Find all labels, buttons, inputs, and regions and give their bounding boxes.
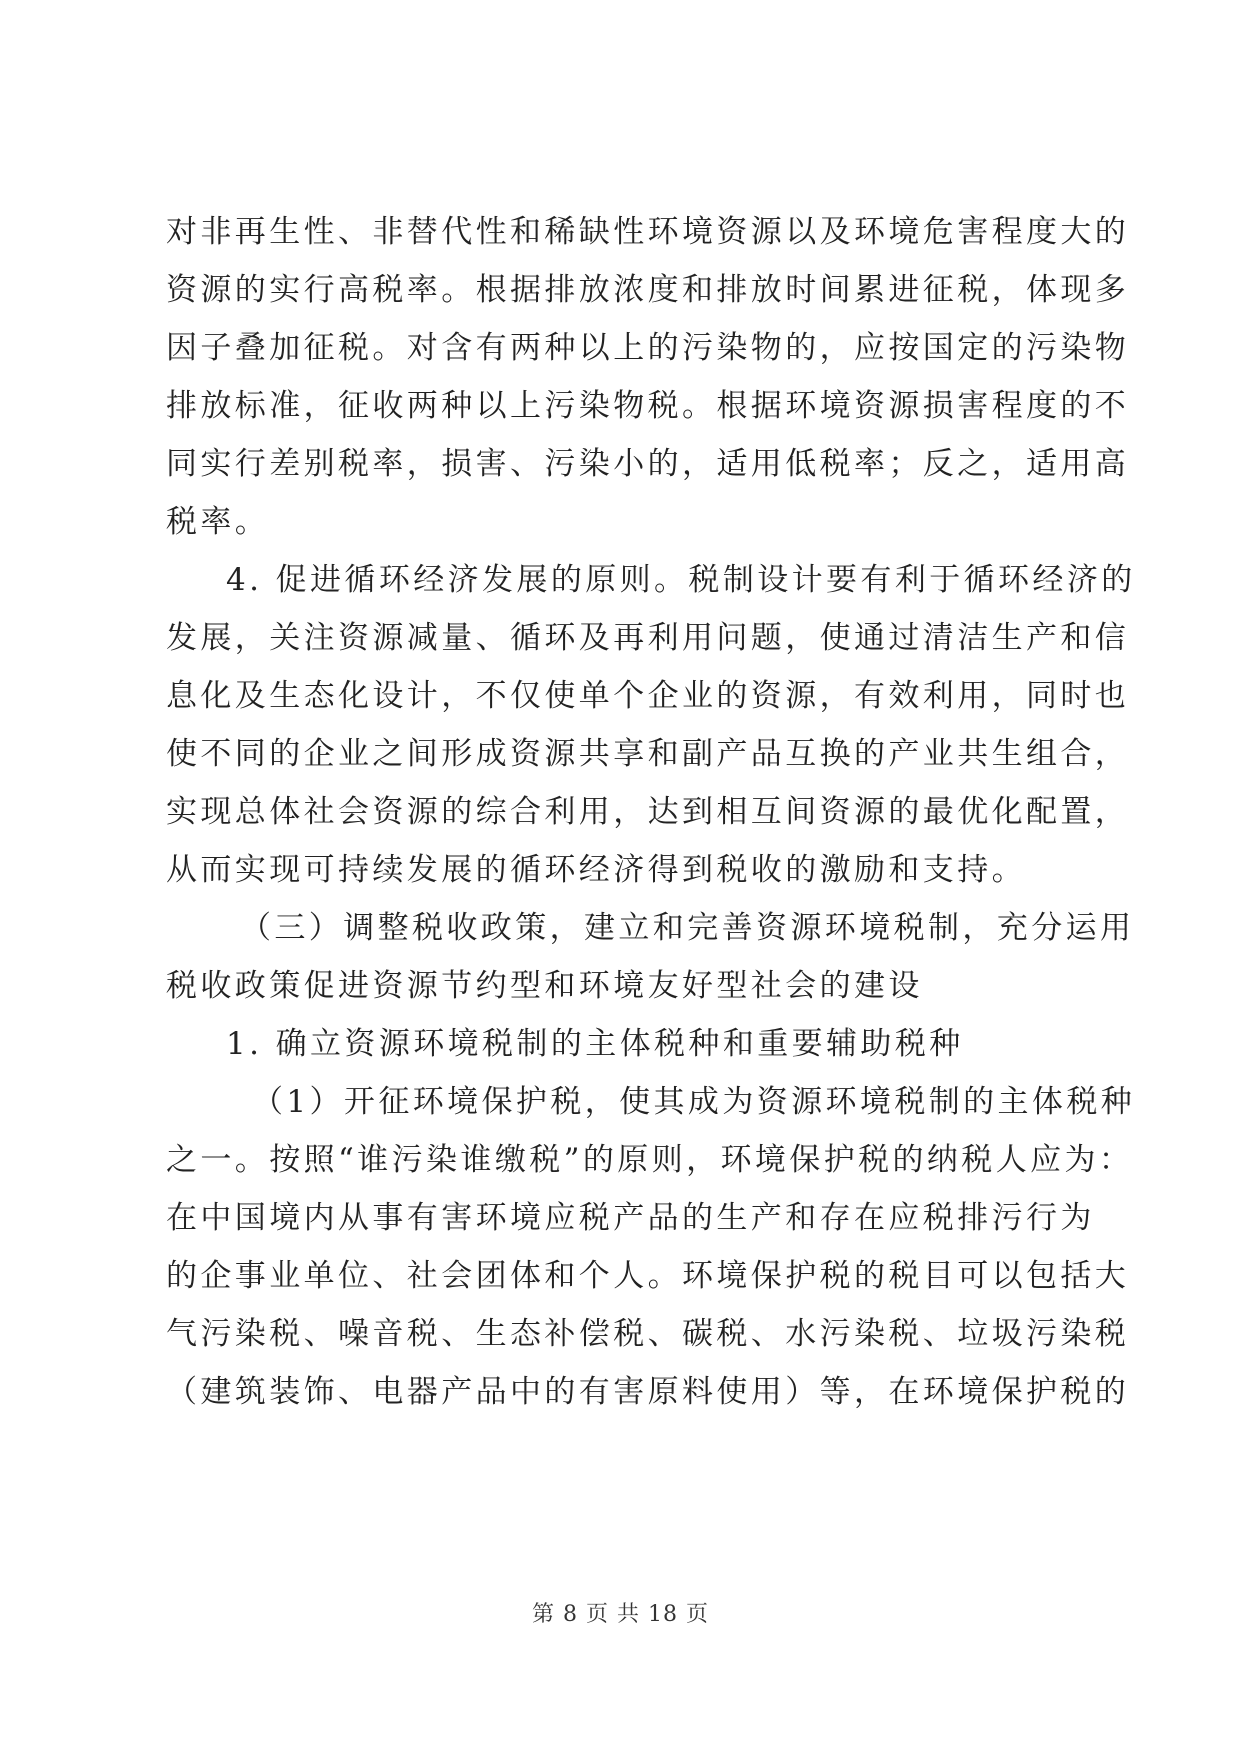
section-heading-line: （三）调整税收政策，建立和完善资源环境税制，充分运用 [240,910,1135,946]
page-number-footer: 第 8 页 共 18 页 [532,1602,709,1627]
text-line: 对非再生性、非替代性和稀缺性环境资源以及环境危害程度大的 [166,214,1130,250]
text-line: 息化及生态化设计，不仅使单个企业的资源，有效利用，同时也 [166,678,1130,714]
text-line: 气污染税、噪音税、生态补偿税、碳税、水污染税、垃圾污染税 [166,1316,1130,1352]
text-line: 实现总体社会资源的综合利用，达到相互间资源的最优化配置， [166,794,1130,830]
text-line: 之一。按照“谁污染谁缴税”的原则，环境保护税的纳税人应为： [166,1142,1134,1178]
text-line: 因子叠加征税。对含有两种以上的污染物的，应按国定的污染物 [166,330,1130,366]
subheading-line: 1. 确立资源环境税制的主体税种和重要辅助税种 [226,1026,964,1062]
text-line: 税率。 [166,504,270,540]
text-line: 在中国境内从事有害环境应税产品的生产和存在应税排污行为 [166,1200,1095,1236]
text-line: 的企事业单位、社会团体和个人。环境保护税的税目可以包括大 [166,1258,1130,1294]
text-line: 发展，关注资源减量、循环及再利用问题，使通过清洁生产和信 [166,620,1130,656]
text-line: 资源的实行高税率。根据排放浓度和排放时间累进征税，体现多 [166,272,1130,308]
text-line: （建筑装饰、电器产品中的有害原料使用）等，在环境保护税的 [166,1374,1130,1410]
paragraph-start-line: （1）开征环境保护税，使其成为资源环境税制的主体税种 [252,1084,1136,1120]
text-line: 排放标准，征收两种以上污染物税。根据环境资源损害程度的不 [166,388,1130,424]
paragraph-start-line: 4. 促进循环经济发展的原则。税制设计要有利于循环经济的 [226,562,1136,598]
text-line: 同实行差别税率，损害、污染小的，适用低税率；反之，适用高 [166,446,1130,482]
text-line: 从而实现可持续发展的循环经济得到税收的激励和支持。 [166,852,1026,888]
section-heading-line: 税收政策促进资源节约型和环境友好型社会的建设 [166,968,923,1004]
text-line: 使不同的企业之间形成资源共享和副产品互换的产业共生组合， [166,736,1130,772]
